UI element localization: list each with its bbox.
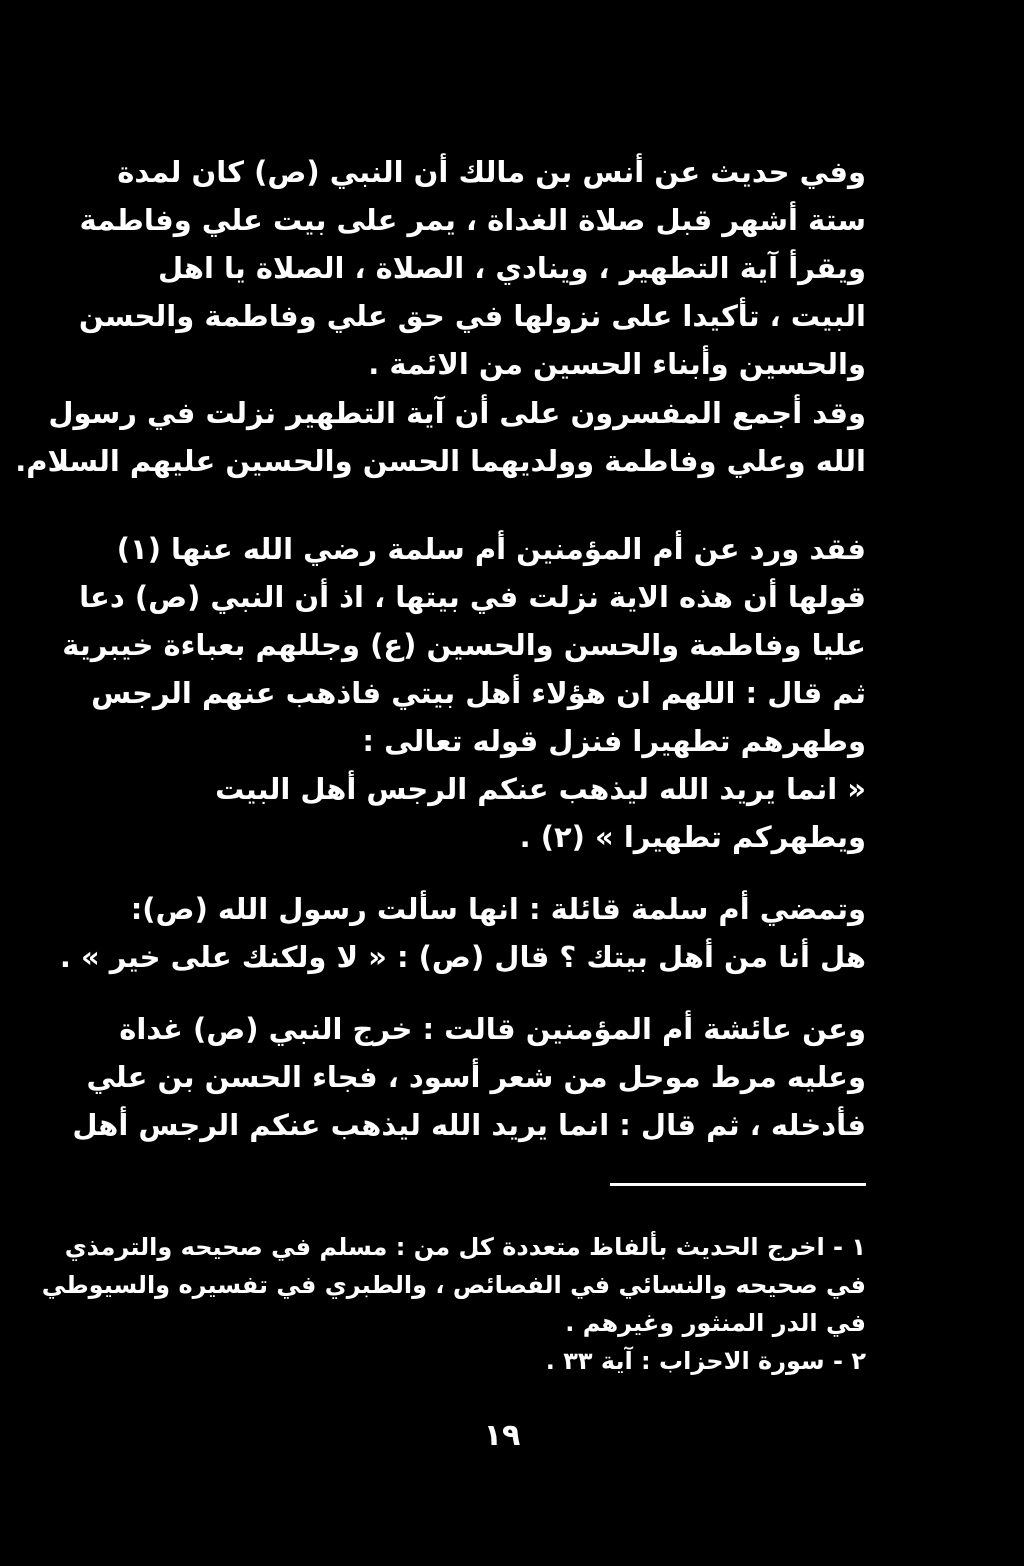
text-line: وطهرهم تطهيرا فنزل قوله تعالى : — [362, 724, 866, 758]
footnote-line: في الدر المنثور وغيرهم . — [565, 1309, 866, 1337]
text-line: فقد ورد عن أم المؤمنين أم سلمة رضي الله عنها (١) — [116, 532, 866, 566]
text-line: وفي حديث عن أنس بن مالك أن النبي (ص) كان لمدة — [117, 155, 866, 189]
paragraph-aisha — [72, 1005, 866, 1149]
footnotes — [41, 1228, 866, 1380]
text-line: البيت ، تأكيدا على نزولها في حق علي وفاطمة والحسن — [78, 299, 866, 333]
text-line: والحسين وأبناء الحسين من الائمة . — [368, 347, 866, 381]
text-line: ستة أشهر قبل صلاة الغداة ، يمر على بيت علي وفاطمة — [79, 203, 866, 237]
footnote-line: ١ - اخرج الحديث بألفاظ متعددة كل من : مسلم في صحيحه والترمذي — [64, 1233, 866, 1261]
text-line: فأدخله ، ثم قال : انما يريد الله ليذهب عنكم الرجس أهل — [72, 1108, 866, 1142]
footnote-divider — [610, 1183, 866, 1186]
paragraph-verse-quote — [158, 765, 866, 861]
paragraph-anas-hadith — [78, 148, 866, 388]
text-line: وتمضي أم سلمة قائلة : انها سألت رسول الله (ص): — [130, 892, 866, 926]
text-line: وقد أجمع المفسرون على أن آية التطهير نزلت في رسول — [48, 396, 866, 430]
text-line: « انما يريد الله ليذهب عنكم الرجس أهل البيت — [215, 772, 866, 806]
footnote-line: في صحيحه والنسائي في الفصائص ، والطبري في تفسيره والسيوطي — [41, 1271, 866, 1299]
paragraph-consensus — [15, 389, 866, 485]
footnote-line: ٢ - سورة الاحزاب : آية ٣٣ . — [545, 1347, 866, 1375]
paragraph-umm-salama-question — [59, 885, 866, 981]
text-line: ويقرأ آية التطهير ، وينادي ، الصلاة ، الصلاة يا اهل — [157, 251, 866, 285]
text-line: الله وعلي وفاطمة وولديهما الحسن والحسين عليهم السلام. — [15, 444, 866, 478]
text-line: وعليه مرط موحل من شعر أسود ، فجاء الحسن بن علي — [86, 1060, 866, 1094]
text-line: هل أنا من أهل بيتك ؟ قال (ص) : « لا ولكنك على خير » . — [59, 940, 866, 974]
text-line: ثم قال : اللهم ان هؤلاء أهل بيتي فاذهب عنهم الرجس — [91, 676, 866, 710]
page-number: ١٩ — [483, 1418, 521, 1453]
text-line: عليا وفاطمة والحسن والحسين (ع) وجللهم بعباءة خيبرية — [62, 628, 866, 662]
text-line: ويطهركم تطهيرا » (٢) . — [519, 820, 866, 854]
paragraph-umm-salama — [62, 525, 866, 765]
text-line: وعن عائشة أم المؤمنين قالت : خرج النبي (ص) غداة — [119, 1012, 866, 1046]
text-line: قولها أن هذه الاية نزلت في بيتها ، اذ أن النبي (ص) دعا — [79, 580, 866, 614]
